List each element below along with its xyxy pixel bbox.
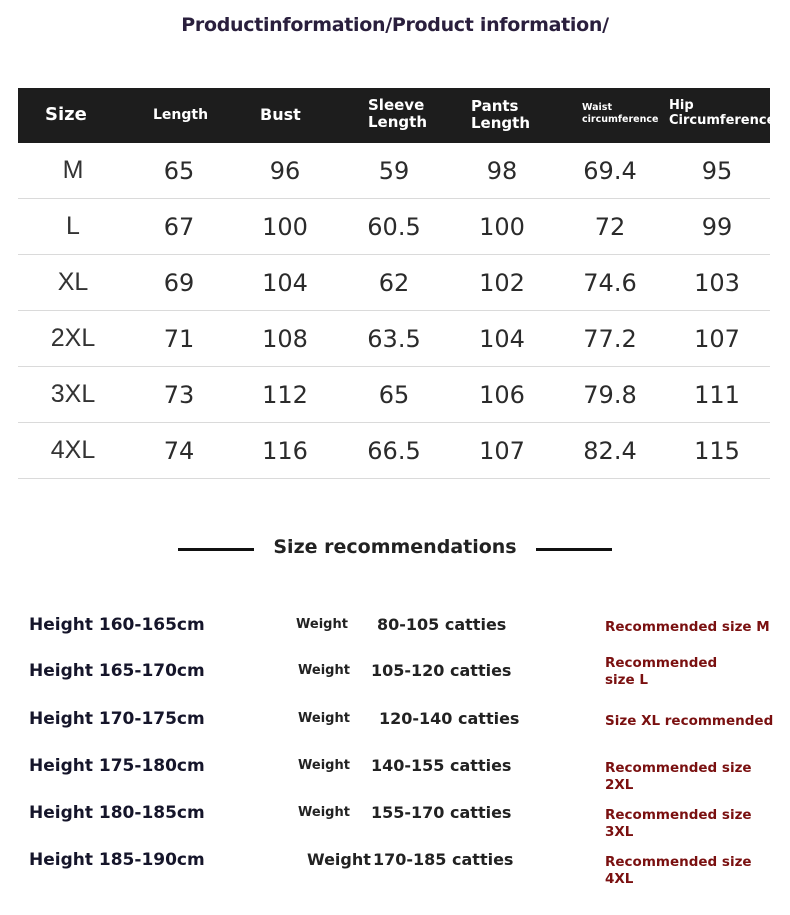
cell-sleeve: 60.5 — [367, 212, 421, 241]
cell-length: 65 — [163, 156, 195, 185]
size-table — [18, 88, 776, 479]
recommendation-row — [0, 655, 790, 688]
header-sleeve-length — [368, 97, 427, 132]
weight-range: 105-120 catties — [371, 661, 512, 680]
weight-label: Weight — [298, 711, 350, 726]
header-waist-circumference — [582, 102, 658, 127]
recommended-size: Recommended size 2XL — [605, 760, 752, 793]
header-pants-line2: Length — [471, 114, 530, 133]
cell-pants: 106 — [479, 380, 525, 409]
cell-size: 4XL — [50, 436, 96, 464]
recommendation-row — [0, 847, 790, 887]
cell-hip: 99 — [701, 212, 733, 241]
weight-range: 155-170 catties — [371, 803, 512, 822]
weight-label: Weight — [307, 850, 371, 869]
table-row — [18, 255, 770, 311]
recommended-size: Recommended size 3XL — [605, 807, 752, 840]
cell-hip: 111 — [694, 380, 740, 409]
header-sleeve-line1: Sleeve — [368, 96, 425, 114]
cell-pants: 102 — [479, 268, 525, 297]
cell-size: 3XL — [50, 380, 96, 408]
cell-waist: 74.6 — [583, 268, 637, 297]
cell-pants: 100 — [479, 212, 525, 241]
cell-pants: 98 — [486, 156, 518, 185]
header-hip-line1: Hip — [669, 98, 694, 113]
table-row — [18, 143, 770, 199]
header-hip-line2: Circumference — [669, 112, 776, 128]
recommended-size: Recommended size 4XL — [605, 854, 752, 887]
cell-sleeve: 59 — [378, 156, 410, 185]
cell-bust: 116 — [262, 436, 308, 465]
weight-range: 80-105 catties — [377, 615, 507, 634]
weight-range: 170-185 catties — [373, 850, 514, 869]
cell-hip: 107 — [694, 324, 740, 353]
weight-label: Weight — [298, 663, 350, 678]
cell-sleeve: 65 — [378, 380, 410, 409]
cell-waist: 82.4 — [583, 436, 637, 465]
cell-bust: 108 — [262, 324, 308, 353]
cell-hip: 103 — [694, 268, 740, 297]
header-hip-circumference — [669, 99, 775, 129]
heading-line-right — [536, 548, 612, 551]
cell-length: 67 — [163, 212, 195, 241]
weight-label: Weight — [296, 617, 348, 632]
weight-label: Weight — [298, 758, 350, 773]
cell-size: 2XL — [50, 324, 96, 352]
weight-range: 120-140 catties — [379, 709, 520, 728]
header-bust: Bust — [260, 105, 301, 125]
cell-waist: 69.4 — [583, 156, 637, 185]
cell-waist: 79.8 — [583, 380, 637, 409]
weight-label: Weight — [298, 805, 350, 820]
table-row — [18, 423, 770, 479]
height-range: Height 180-185cm — [29, 803, 205, 823]
cell-size: L — [66, 212, 80, 240]
recommendation-row — [0, 753, 790, 793]
cell-hip: 115 — [694, 436, 740, 465]
height-range: Height 175-180cm — [29, 756, 205, 776]
header-length: Length — [153, 107, 209, 124]
header-waist-line1: Waist — [582, 102, 613, 113]
cell-pants: 107 — [479, 436, 525, 465]
recommended-size: Size XL recommended — [605, 713, 774, 729]
height-range: Height 170-175cm — [29, 709, 205, 729]
cell-bust: 112 — [262, 380, 308, 409]
cell-size: XL — [57, 268, 89, 296]
cell-length: 71 — [163, 324, 195, 353]
header-size: Size — [45, 104, 87, 126]
cell-bust: 96 — [269, 156, 301, 185]
cell-sleeve: 66.5 — [367, 436, 421, 465]
recommendation-row — [0, 706, 790, 736]
cell-waist: 77.2 — [583, 324, 637, 353]
cell-waist: 72 — [594, 212, 626, 241]
table-row — [18, 311, 770, 367]
recommendation-row — [0, 800, 790, 840]
weight-range: 140-155 catties — [371, 756, 512, 775]
cell-sleeve: 62 — [378, 268, 410, 297]
header-pants-length — [471, 98, 530, 133]
cell-bust: 100 — [262, 212, 308, 241]
recommended-size: Recommended size M — [605, 619, 770, 635]
recommendations-heading — [0, 536, 790, 560]
table-row — [18, 199, 770, 255]
recommendations-title: Size recommendations — [273, 536, 517, 558]
cell-length: 73 — [163, 380, 195, 409]
cell-pants: 104 — [479, 324, 525, 353]
header-pants-line1: Pants — [471, 97, 519, 115]
header-sleeve-line2: Length — [368, 113, 427, 132]
table-header — [18, 88, 776, 143]
height-range: Height 160-165cm — [29, 615, 205, 635]
header-waist-line2: circumference — [582, 114, 659, 126]
recommended-size: Recommended size L — [605, 655, 718, 688]
recommendation-row — [0, 612, 790, 642]
table-body — [18, 143, 770, 479]
cell-bust: 104 — [262, 268, 308, 297]
cell-length: 69 — [163, 268, 195, 297]
height-range: Height 165-170cm — [29, 661, 205, 681]
page-title: Productinformation/Product information/ — [181, 14, 609, 36]
height-range: Height 185-190cm — [29, 850, 205, 870]
cell-sleeve: 63.5 — [367, 324, 421, 353]
cell-length: 74 — [163, 436, 195, 465]
cell-hip: 95 — [701, 156, 733, 185]
cell-size: M — [62, 156, 84, 184]
table-row — [18, 367, 770, 423]
